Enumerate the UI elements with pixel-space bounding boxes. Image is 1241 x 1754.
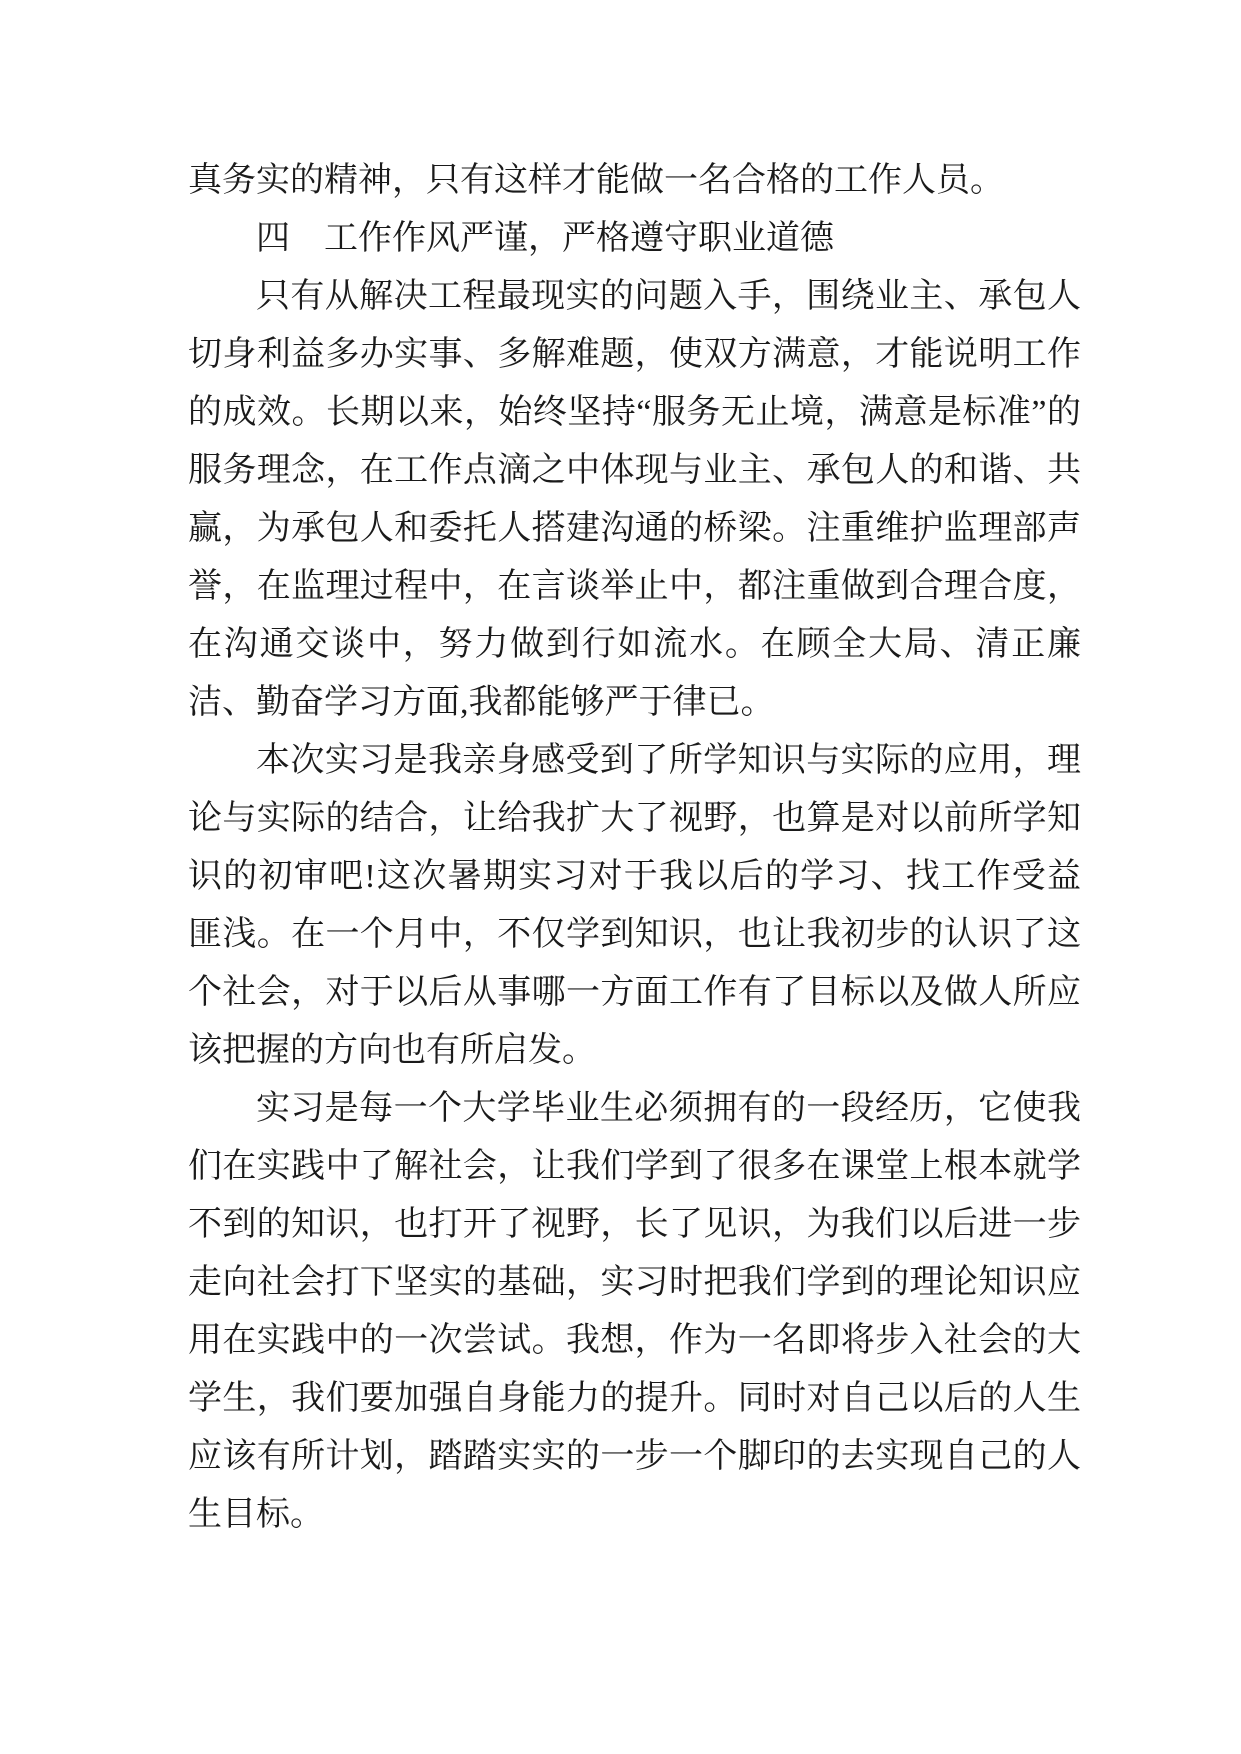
paragraph-continuation: 真务实的精神，只有这样才能做一名合格的工作人员。	[188, 162, 1004, 199]
paragraph-internship-significance: 实习是每一个大学毕业生必须拥有的一段经历，它使我们在实践中了解社会，让我们学到了很多在课堂上根本就学不到的知识，也打开了视野，长了见识，为我们以后进一步走向社会打下坚实的基础，实习时把我们学到的理论知识应用在实践中的一次尝试。我想，作为一名即将步入社会的大学生，我们要加强自身能力的提升。同时对自己以后的人生应该有所计划，踏踏实实的一步一个脚印的去实现自己的人生目标。	[188, 1090, 1081, 1533]
paragraph-internship-gains: 本次实习是我亲身感受到了所学知识与实际的应用，理论与实际的结合，让给我扩大了视野，也算是对以前所学知识的初审吧!这次暑期实习对于我以后的学习、找工作受益匪浅。在一个月中，不仅学到知识，也让我初步的认识了这个社会，对于以后从事哪一方面工作有了目标以及做人所应该把握的方向也有所启发。	[188, 742, 1081, 1069]
paragraph-work-ethics: 只有从解决工程最现实的问题入手，围绕业主、承包人切身利益多办实事、多解难题，使双方满意，才能说明工作的成效。长期以来，始终坚持“服务无止境，满意是标准”的服务理念，在工作点滴之中体现与业主、承包人的和谐、共赢，为承包人和委托人搭建沟通的桥梁。注重维护监理部声誉，在监理过程中，在言谈举止中，都注重做到合理合度，在沟通交谈中，努力做到行如流水。在顾全大局、清正廉洁、勤奋学习方面,我都能够严于律已。	[188, 278, 1081, 721]
section-heading-four: 四 工作作风严谨，严格遵守职业道德	[256, 220, 834, 257]
